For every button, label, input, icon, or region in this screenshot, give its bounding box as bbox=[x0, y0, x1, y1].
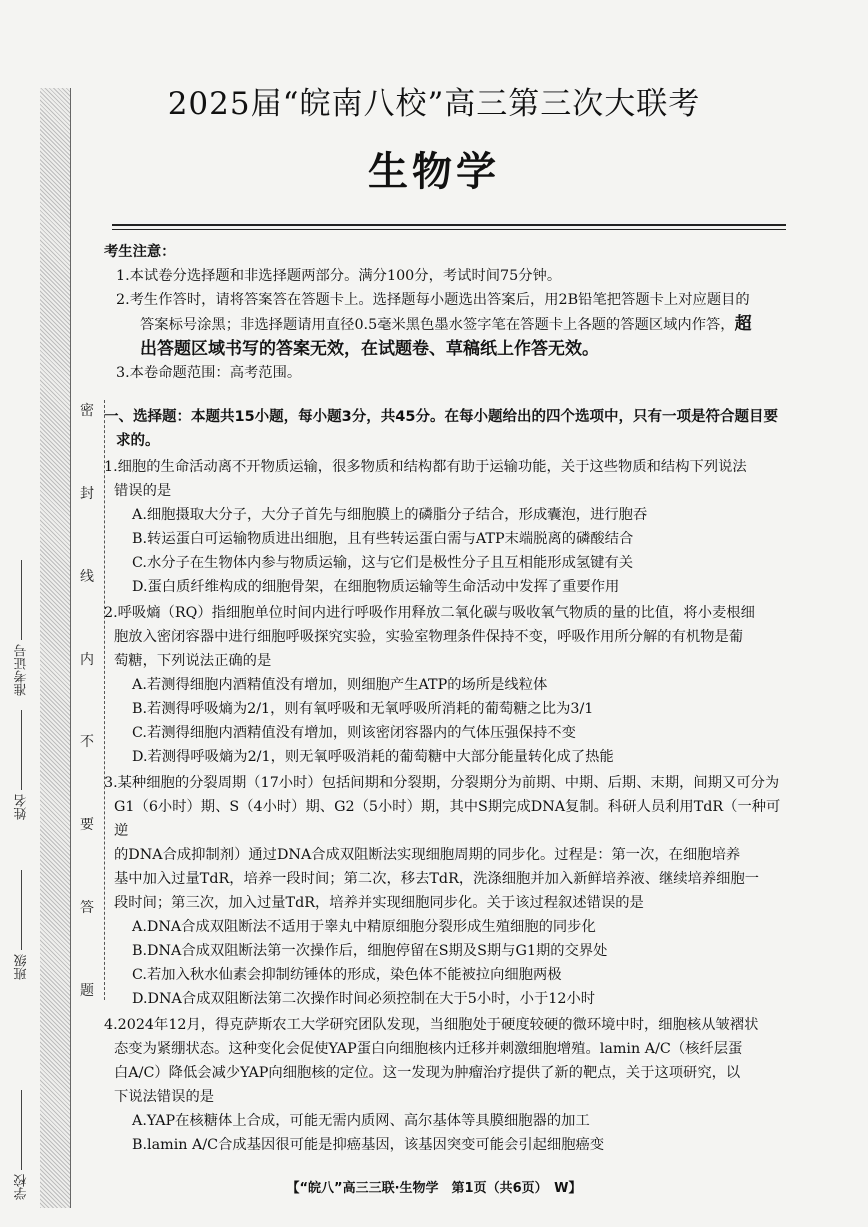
notice-title: 考生注意： bbox=[104, 244, 176, 260]
question-text: 萄糖，下列说法正确的是 bbox=[114, 653, 272, 669]
notice-text: 答案标号涂黑；非选择题请用直径0.5毫米黑色墨水签字笔在答题卡上各题的答题区域内作答， bbox=[140, 317, 735, 333]
option-b: B.转运蛋白可运输物质进出细胞，且有些转运蛋白需与ATP末端脱离的磷酸结合 bbox=[132, 531, 634, 547]
option-b: B.若测得呼吸熵为2/1，则有氧呼吸和无氧呼吸所消耗的葡萄糖之比为3/1 bbox=[132, 701, 594, 717]
question-2 bbox=[104, 601, 792, 769]
seal-char: 线 bbox=[80, 568, 94, 585]
option-c: C.若加入秋水仙素会抑制纺锤体的形成，染色体不能被拉向细胞两极 bbox=[132, 967, 562, 983]
question-3 bbox=[104, 771, 792, 1011]
option-a: A.YAP在核糖体上合成，可能无需内质网、高尔基体等具膜细胞器的加工 bbox=[132, 1113, 590, 1129]
section-1-line-2: 求的。 bbox=[116, 433, 160, 449]
seal-char: 内 bbox=[80, 651, 94, 668]
question-text: 的DNA合成抑制剂）通过DNA合成双阻断法实现细胞周期的同步化。过程是：第一次，在细胞培养 bbox=[114, 847, 741, 863]
question-text: 胞放入密闭容器中进行细胞呼吸探究实验，实验室物理条件保持不变，呼吸作用所分解的有机物是葡 bbox=[114, 629, 744, 645]
page-content bbox=[104, 240, 792, 1157]
section-1-line-1: 一、选择题：本题共15小题，每小题3分，共45分。在每小题给出的四个选项中，只有一项是符合题目要 bbox=[104, 409, 778, 425]
option-a: A.若测得细胞内酒精值没有增加，则细胞产生ATP的场所是线粒体 bbox=[132, 677, 548, 693]
notice-item-3: 3.本卷命题范围：高考范围。 bbox=[116, 365, 302, 381]
question-text: 态变为紧绷状态。这种变化会促使YAP蛋白向细胞核内迁移并刺激细胞增殖。lamin A/C（核纤层蛋 bbox=[114, 1041, 743, 1057]
question-text: 段时间；第三次，加入过量TdR，培养并实现细胞同步化。关于该过程叙述错误的是 bbox=[114, 895, 644, 911]
section-1-heading bbox=[104, 405, 792, 453]
notice-item-2-line-2 bbox=[104, 312, 792, 337]
question-text: G1（6小时）期、S（4小时）期、G2（5小时）期，其中S期完成DNA复制。科研人员利用TdR（一种可逆 bbox=[114, 799, 781, 839]
option-c: C.若测得细胞内酒精值没有增加，则该密闭容器内的气体压强保持不变 bbox=[132, 725, 576, 741]
seal-line-text bbox=[70, 400, 104, 1000]
notice-item-2-line-3: 出答题区域书写的答案无效，在试题卷、草稿纸上作答无效。 bbox=[140, 339, 599, 359]
name-field[interactable] bbox=[2, 710, 42, 820]
header-rule bbox=[112, 224, 786, 226]
question-text: 1.细胞的生命活动离不开物质运输，很多物质和结构都有助于运输功能，关于这些物质和结构下列说法 bbox=[104, 459, 747, 475]
exam-number-field[interactable] bbox=[2, 560, 42, 696]
exam-number-label: 准考证号 bbox=[14, 644, 30, 696]
page-footer: 【“皖八”高三三联·生物学 第1页（共6页） W】 bbox=[286, 1181, 582, 1196]
question-1 bbox=[104, 455, 792, 599]
option-a: A.DNA合成双阻断法不适用于睾丸中精原细胞分裂形成生殖细胞的同步化 bbox=[132, 919, 596, 935]
class-field[interactable] bbox=[2, 870, 42, 980]
seal-char: 密 bbox=[80, 403, 94, 419]
notice-item-2-line-1: 2.考生作答时，请将答案答在答题卡上。选择题每小题选出答案后，用2B铅笔把答题卡上对应题目的 bbox=[116, 292, 750, 308]
option-a: A.细胞摄取大分子，大分子首先与细胞膜上的磷脂分子结合，形成囊泡，进行胞吞 bbox=[132, 507, 648, 523]
question-text: 下说法错误的是 bbox=[114, 1089, 215, 1105]
exam-title: 2025届“皖南八校”高三第三次大联考 bbox=[167, 86, 701, 122]
notice-item-1: 1.本试卷分选择题和非选择题两部分。满分100分，考试时间75分钟。 bbox=[116, 268, 562, 284]
subject-title: 生物学 bbox=[368, 149, 500, 195]
question-text: 3.某种细胞的分裂周期（17小时）包括间期和分裂期，分裂期分为前期、中期、后期、末期，间期又可分为 bbox=[104, 775, 780, 791]
question-text: 白A/C）降低会减少YAP向细胞核的定位。这一发现为肿瘤治疗提供了新的靶点，关于这项研究，以 bbox=[114, 1065, 741, 1081]
seal-char: 封 bbox=[80, 485, 94, 502]
option-b: B.DNA合成双阻断法第一次操作后，细胞停留在S期及S期与G1期的交界处 bbox=[132, 943, 608, 959]
seal-char: 要 bbox=[80, 817, 94, 834]
seal-char: 题 bbox=[80, 982, 94, 999]
option-d: D.蛋白质纤维构成的细胞骨架，在细胞物质运输等生命活动中发挥了重要作用 bbox=[132, 579, 620, 595]
notice-emphasis: 超 bbox=[734, 314, 752, 334]
header-rule-thin bbox=[112, 229, 786, 230]
question-text: 错误的是 bbox=[114, 483, 172, 499]
binding-strip bbox=[40, 88, 71, 1208]
question-text: 4.2024年12月，得克萨斯农工大学研究团队发现，当细胞处于硬度较硬的微环境中时，细胞核从皱褶状 bbox=[104, 1017, 759, 1033]
name-label: 姓名 bbox=[14, 794, 30, 820]
seal-char: 答 bbox=[80, 900, 94, 917]
question-text: 基中加入过量TdR，培养一段时间；第二次，移去TdR，洗涤细胞并加入新鲜培养液、继续培养细胞一 bbox=[114, 871, 760, 887]
option-c: C.水分子在生物体内参与物质运输，这与它们是极性分子且互相能形成氢键有关 bbox=[132, 555, 634, 571]
option-d: D.DNA合成双阻断法第二次操作时间必须控制在大于5小时，小于12小时 bbox=[132, 991, 596, 1007]
option-b: B.lamin A/C合成基因很可能是抑癌基因，该基因突变可能会引起细胞癌变 bbox=[132, 1137, 605, 1153]
option-d: D.若测得呼吸熵为2/1，则无氧呼吸消耗的葡萄糖中大部分能量转化成了热能 bbox=[132, 749, 614, 765]
question-text: 2.呼吸熵（RQ）指细胞单位时间内进行呼吸作用释放二氧化碳与吸收氧气物质的量的比值，将小麦根细 bbox=[104, 605, 755, 621]
class-label: 班级 bbox=[14, 954, 30, 980]
seal-char: 不 bbox=[80, 734, 94, 751]
school-label: 学校 bbox=[14, 1174, 30, 1200]
question-4 bbox=[104, 1013, 792, 1157]
